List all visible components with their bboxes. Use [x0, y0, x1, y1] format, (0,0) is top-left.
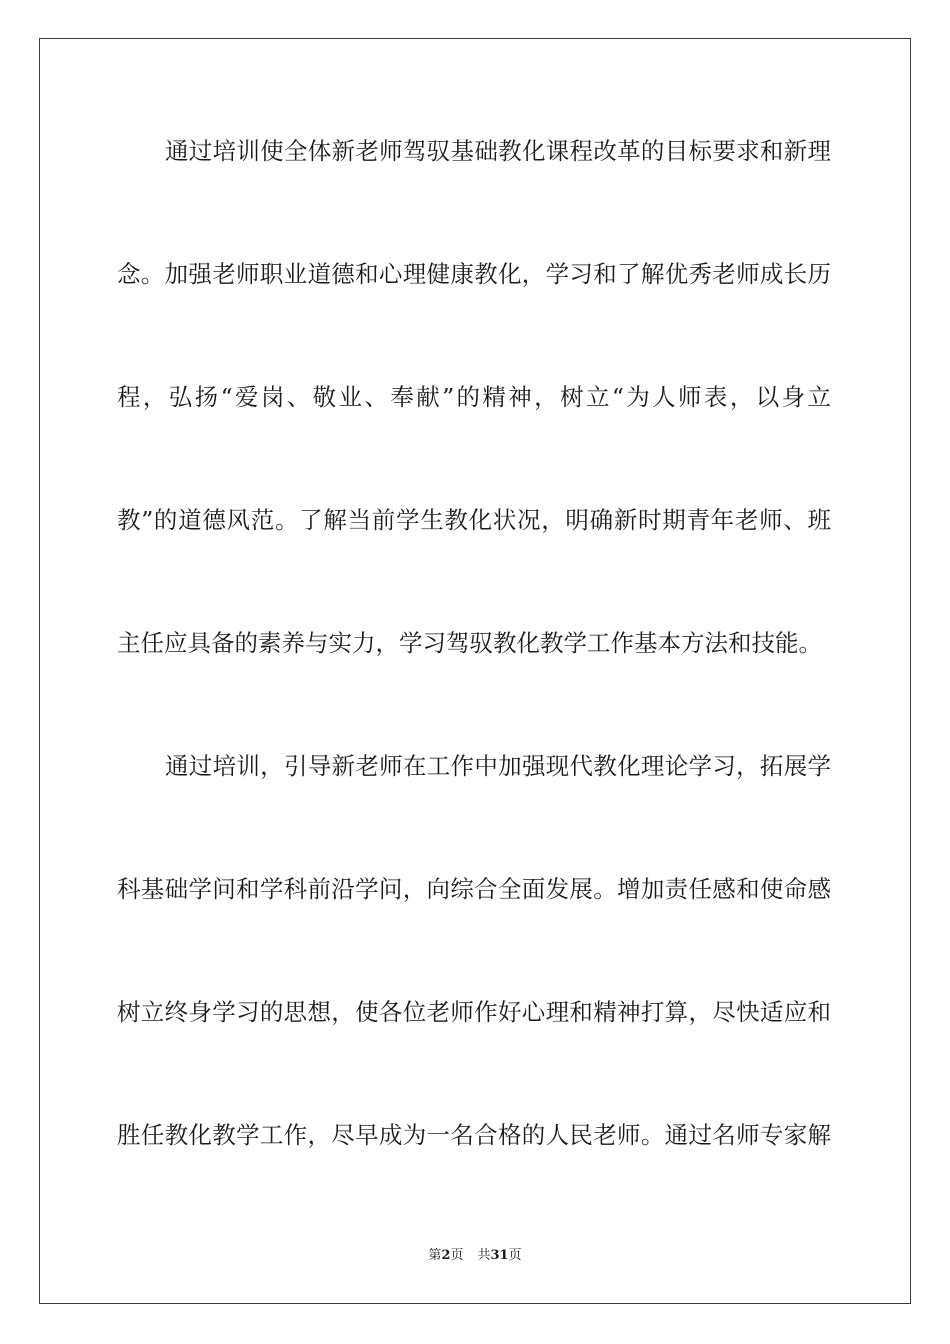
paragraph-2-line-4: 胜任教化教学工作，尽早成为一名合格的人民老师。通过名师专家解 — [117, 1121, 831, 1149]
page-suffix: 页 — [450, 1248, 464, 1263]
page-number: 2 — [441, 1248, 451, 1263]
page-prefix: 第 — [428, 1248, 442, 1263]
total-pages: 31 — [490, 1248, 509, 1263]
paragraph-1-line-4: 教”的道德风范。了解当前学生教化状况，明确新时期青年老师、班 — [117, 506, 831, 534]
paragraph-2-line-2: 科基础学问和学科前沿学问，向综合全面发展。增加责任感和使命感 — [117, 875, 831, 903]
page-border — [39, 38, 911, 1304]
paragraph-1-line-3: 程，弘扬“爱岗、敬业、奉献”的精神，树立“为人师表，以身立 — [117, 383, 831, 411]
paragraph-1-line-2: 念。加强老师职业道德和心理健康教化，学习和了解优秀老师成长历 — [117, 260, 831, 288]
page-footer — [0, 1247, 950, 1265]
paragraph-1-line-5: 主任应具备的素养与实力，学习驾驭教化教学工作基本方法和技能。 — [117, 629, 822, 657]
paragraph-2-line-3: 树立终身学习的思想，使各位老师作好心理和精神打算，尽快适应和 — [117, 998, 831, 1026]
total-prefix: 共 — [477, 1248, 491, 1263]
paragraph-1-line-1: 通过培训使全体新老师驾驭基础教化课程改革的目标要求和新理 — [165, 137, 831, 165]
paragraph-2-line-1: 通过培训，引导新老师在工作中加强现代教化理论学习，拓展学 — [165, 752, 831, 780]
total-suffix: 页 — [508, 1248, 522, 1263]
